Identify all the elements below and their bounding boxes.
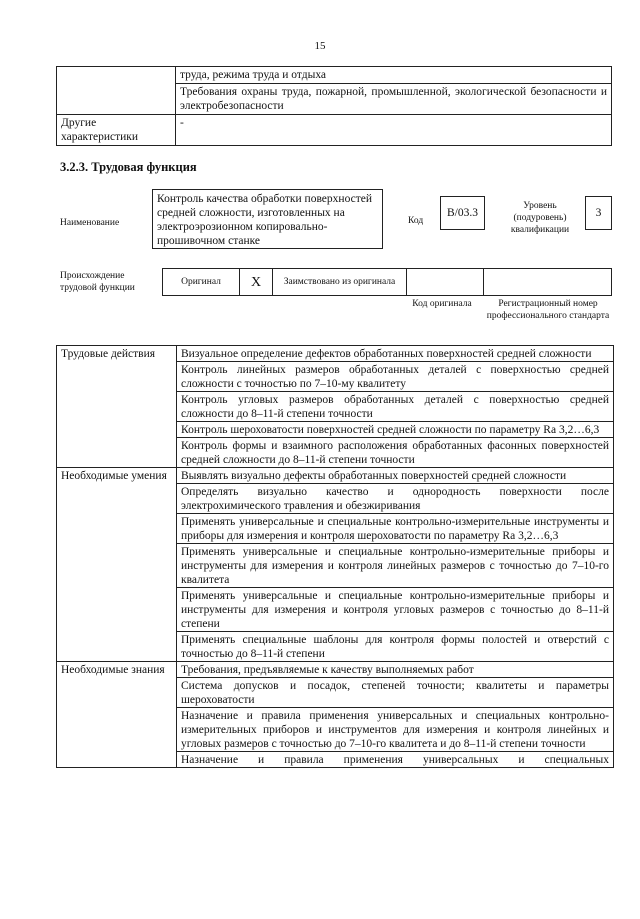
list-item: Определять визуально качество и однородность поверхности после электрохимического травления и обезжиривания (177, 484, 614, 514)
list-item: Система допусков и посадок, степеней точности; квалитеты и параметры шероховатости (177, 678, 614, 708)
table-row (57, 662, 614, 678)
borrowed-cell: Заимствовано из оригинала (272, 268, 407, 296)
section-title: 3.2.3. Трудовая функция (60, 160, 197, 174)
row-label: Другие характеристики (57, 115, 176, 146)
original-cell: Оригинал (162, 268, 240, 296)
row-label-empty (57, 67, 176, 115)
list-item: Контроль формы и взаимного расположения обработанных фасонных поверхностей средней сложности до 8–11-й степени точности (177, 438, 614, 468)
top-characteristics-table (56, 66, 612, 146)
table-row (57, 67, 612, 84)
list-item: Применять универсальные и специальные контрольно-измерительные приборы и инструменты для измерения и контроля угловых размеров с точностью до 8–11-й степени (177, 588, 614, 632)
section-label: Трудовые действия (57, 346, 177, 468)
name-label: Наименование (60, 218, 120, 228)
section-label: Необходимые знания (57, 662, 177, 768)
code-label: Код (408, 216, 424, 226)
code-original-cell (406, 268, 484, 296)
function-code-box: B/03.3 (440, 196, 485, 230)
level-label: Уровень (подуровень) квалификации (510, 201, 570, 235)
function-details-table (56, 345, 614, 768)
list-item: Назначение и правила применения универсальных и специальных (177, 752, 614, 768)
row-text: Требования охраны труда, пожарной, промышленной, экологической безопасности и электробезопасности (176, 84, 612, 115)
list-item: Применять универсальные и специальные контрольно-измерительные приборы и инструменты для измерения и контроля линейных размеров с точностью до 7–10-го квалитета (177, 544, 614, 588)
table-row (57, 468, 614, 484)
row-text: труда, режима труда и отдыха (176, 67, 612, 84)
list-item: Выявлять визуально дефекты обработанных поверхностей средней сложности (177, 468, 614, 484)
level-box: 3 (585, 196, 612, 230)
list-item: Контроль линейных размеров обработанных деталей с поверхностью средней сложности с точностью по 7–10-му квалитету (177, 362, 614, 392)
list-item: Назначение и правила применения универсальных и специальных контрольно-измерительных приборов и инструментов для измерения и контроля линейных и угловых размеров с точностью до 7–10-го квалитета и до 8–11-й степени точности (177, 708, 614, 752)
table-row (57, 346, 614, 362)
reg-number-cell (483, 268, 612, 296)
list-item: Применять специальные шаблоны для контроля формы полостей и отверстий с точностью до 8–11-й степени (177, 632, 614, 662)
page-number: 15 (314, 40, 326, 52)
table-row (57, 115, 612, 146)
list-item: Требования, предъявляемые к качеству выполняемых работ (177, 662, 614, 678)
code-original-caption: Код оригинала (412, 299, 472, 309)
list-item: Контроль шероховатости поверхностей средней сложности по параметру Ra 3,2…6,3 (177, 422, 614, 438)
list-item: Визуальное определение дефектов обработанных поверхностей средней сложности (177, 346, 614, 362)
origin-label: Происхождение трудовой функции (60, 271, 135, 293)
reg-number-caption: Регистрационный номер профессионального стандарта (486, 299, 610, 321)
list-item: Контроль угловых размеров обработанных деталей с поверхностью средней сложности до 8–11-й степени точности (177, 392, 614, 422)
section-label: Необходимые умения (57, 468, 177, 662)
original-mark: X (239, 268, 273, 296)
function-name-box: Контроль качества обработки поверхностей средней сложности, изготовленных на электроэрозионном копировально-прошивочном станке (152, 189, 383, 249)
list-item: Применять универсальные и специальные контрольно-измерительные инструменты и приборы для измерения и контроля шероховатости по параметру Ra 3,2…6,3 (177, 514, 614, 544)
row-text: - (176, 115, 612, 146)
